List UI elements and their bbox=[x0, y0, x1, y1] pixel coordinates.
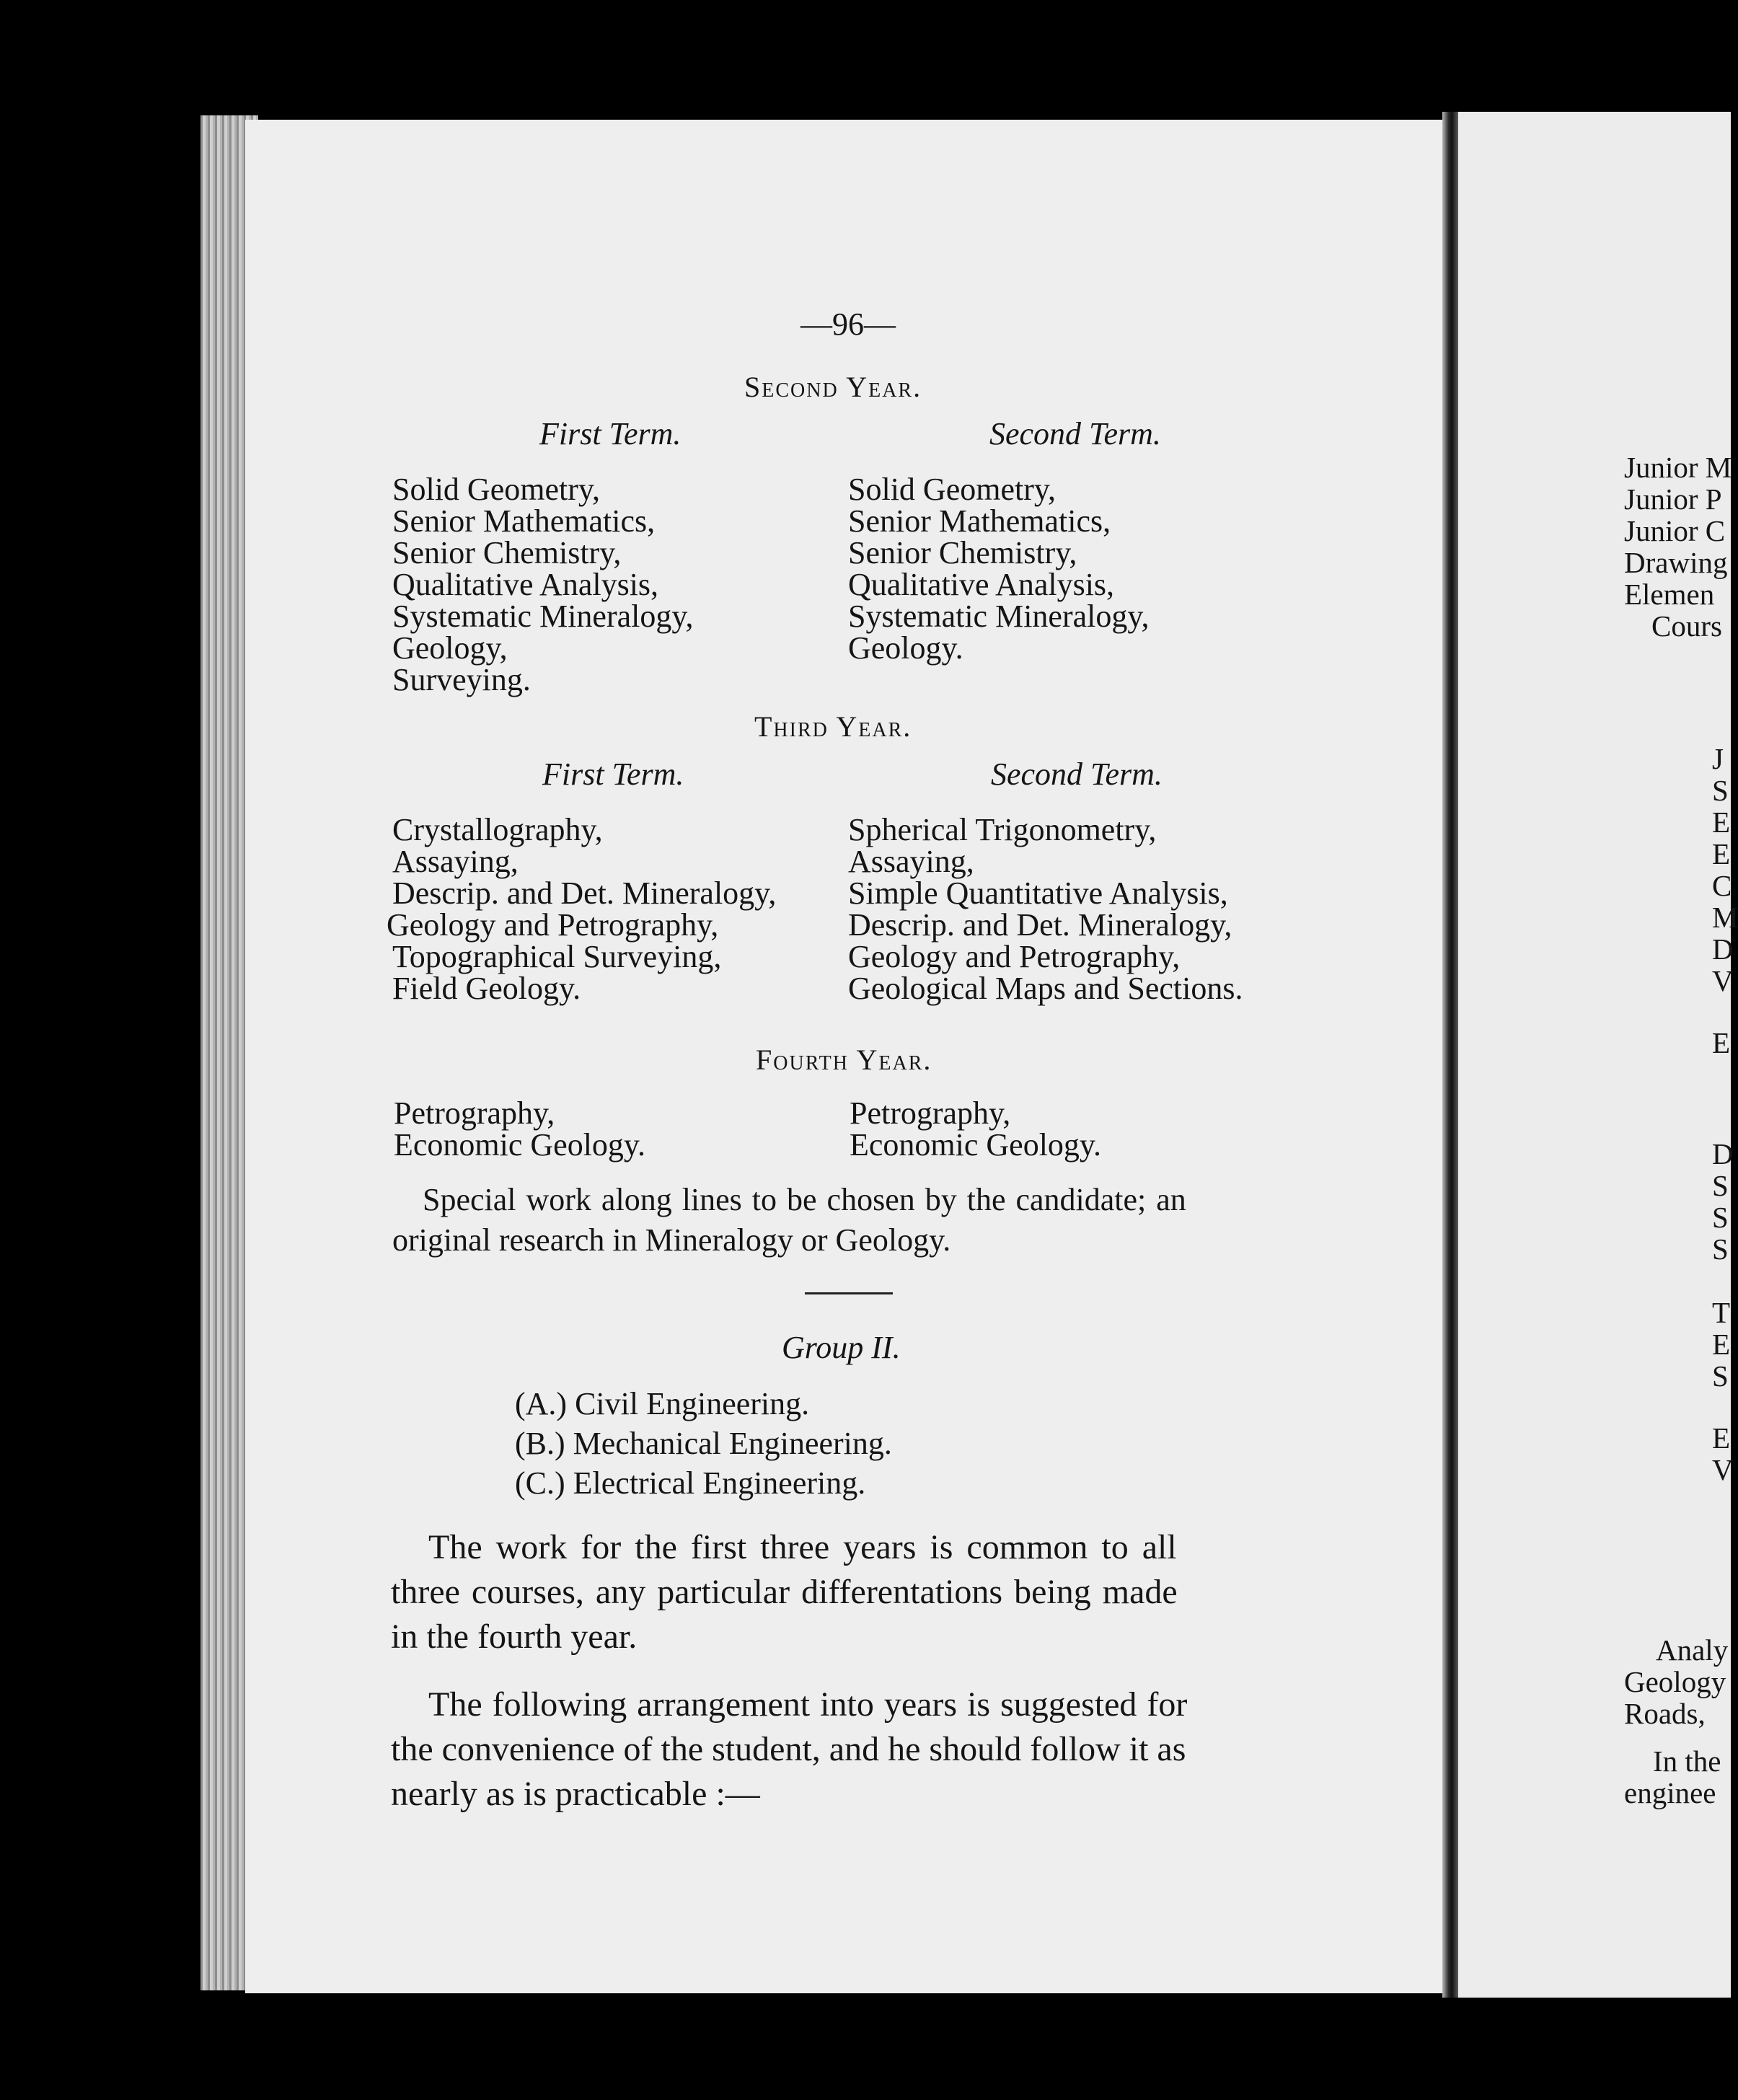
right-page-line: Junior M bbox=[1624, 451, 1732, 484]
right-page-line: Cours bbox=[1651, 609, 1722, 643]
course-item: Descrip. and Det. Mineralogy, bbox=[392, 875, 777, 911]
right-page-line: Elemen bbox=[1624, 578, 1715, 611]
fourth-year-heading: Fourth Year. bbox=[756, 1044, 932, 1076]
third-year-second-term-label: Second Term. bbox=[991, 756, 1163, 792]
course-item: Geology and Petrography, bbox=[387, 907, 719, 943]
right-page-letter: V bbox=[1712, 1453, 1734, 1486]
course-item: Geological Maps and Sections. bbox=[848, 971, 1243, 1006]
third-year-heading: Third Year. bbox=[754, 710, 912, 743]
course-item: Petrography, bbox=[394, 1095, 555, 1131]
right-page-letter: E bbox=[1712, 806, 1731, 839]
right-page-line: enginee bbox=[1624, 1776, 1716, 1809]
course-item: Geology, bbox=[392, 630, 508, 666]
right-page-letter: V bbox=[1712, 964, 1734, 997]
course-item: Senior Mathematics, bbox=[848, 503, 1111, 539]
special-work-line: Special work along lines to be chosen by the candidate; an bbox=[423, 1182, 1186, 1217]
group-ii-heading: Group II. bbox=[782, 1330, 901, 1365]
second-year-heading: Second Year. bbox=[744, 371, 922, 403]
course-item: Qualitative Analysis, bbox=[392, 567, 659, 602]
page-number: —96— bbox=[800, 306, 896, 342]
right-page-letter: E bbox=[1712, 837, 1731, 870]
right-page-letter: T bbox=[1712, 1296, 1731, 1329]
right-page-letter: C bbox=[1712, 869, 1732, 902]
section-divider bbox=[805, 1292, 893, 1294]
right-page-line: Roads, bbox=[1624, 1697, 1706, 1730]
special-work-line: original research in Mineralogy or Geology. bbox=[392, 1222, 951, 1258]
course-item: Qualitative Analysis, bbox=[848, 567, 1115, 602]
course-item: Systematic Mineralogy, bbox=[392, 599, 694, 634]
course-item: Senior Mathematics, bbox=[392, 503, 656, 539]
right-page-letter: S bbox=[1712, 774, 1729, 807]
course-item: Spherical Trigonometry, bbox=[848, 812, 1157, 847]
third-year-first-term-label: First Term. bbox=[542, 756, 684, 792]
course-item: Senior Chemistry, bbox=[848, 535, 1077, 570]
course-item: Geology and Petrography, bbox=[848, 939, 1181, 974]
course-item: Assaying, bbox=[392, 844, 519, 879]
right-page-letter: E bbox=[1712, 1328, 1731, 1361]
paragraph-line: three courses, any particular differentations being made bbox=[391, 1573, 1178, 1611]
course-option: (A.) Civil Engineering. bbox=[515, 1386, 810, 1421]
right-page-letter: M bbox=[1712, 901, 1738, 934]
right-page-letter: S bbox=[1712, 1201, 1729, 1234]
right-page-letter: E bbox=[1712, 1026, 1731, 1059]
right-page-letter: J bbox=[1712, 742, 1724, 775]
course-item: Petrography, bbox=[850, 1095, 1011, 1131]
right-page-letter: D bbox=[1712, 932, 1734, 966]
right-page-line: Junior P bbox=[1624, 482, 1722, 516]
paragraph-line: The work for the first three years is common to all bbox=[428, 1528, 1177, 1566]
paragraph-line: the convenience of the student, and he should follow it as bbox=[391, 1730, 1186, 1768]
course-item: Solid Geometry, bbox=[392, 472, 600, 507]
book-gutter bbox=[1442, 112, 1458, 1998]
course-item: Field Geology. bbox=[392, 971, 581, 1006]
paragraph-line: in the fourth year. bbox=[391, 1618, 638, 1656]
right-page-line: Geology bbox=[1624, 1665, 1726, 1698]
course-option: (C.) Electrical Engineering. bbox=[515, 1465, 866, 1501]
paragraph-line: nearly as is practicable :— bbox=[391, 1775, 760, 1813]
right-page-line: Junior C bbox=[1624, 514, 1726, 547]
right-page-letter: D bbox=[1712, 1137, 1734, 1170]
right-page-line: Analy bbox=[1656, 1633, 1729, 1667]
course-item: Systematic Mineralogy, bbox=[848, 599, 1150, 634]
course-item: Assaying, bbox=[848, 844, 974, 879]
second-year-first-term-label: First Term. bbox=[539, 416, 681, 451]
right-page-letter: E bbox=[1712, 1421, 1731, 1455]
course-item: Descrip. and Det. Mineralogy, bbox=[848, 907, 1232, 943]
course-item: Economic Geology. bbox=[394, 1127, 646, 1162]
paragraph-line: The following arrangement into years is suggested for bbox=[428, 1685, 1188, 1724]
course-item: Surveying. bbox=[392, 662, 531, 697]
course-item: Topographical Surveying, bbox=[392, 939, 722, 974]
course-item: Senior Chemistry, bbox=[392, 535, 622, 570]
second-year-second-term-label: Second Term. bbox=[989, 416, 1161, 451]
course-item: Economic Geology. bbox=[850, 1127, 1102, 1162]
right-page-line: In the bbox=[1653, 1744, 1721, 1778]
right-page-letter: S bbox=[1712, 1169, 1729, 1202]
right-page-letter: S bbox=[1712, 1232, 1729, 1266]
right-page-line: Drawing bbox=[1624, 546, 1728, 579]
course-item: Solid Geometry, bbox=[848, 472, 1056, 507]
right-page-letter: S bbox=[1712, 1359, 1729, 1393]
course-item: Geology. bbox=[848, 630, 963, 666]
course-option: (B.) Mechanical Engineering. bbox=[515, 1426, 892, 1461]
course-item: Crystallography, bbox=[392, 812, 603, 847]
course-item: Simple Quantitative Analysis, bbox=[848, 875, 1228, 911]
